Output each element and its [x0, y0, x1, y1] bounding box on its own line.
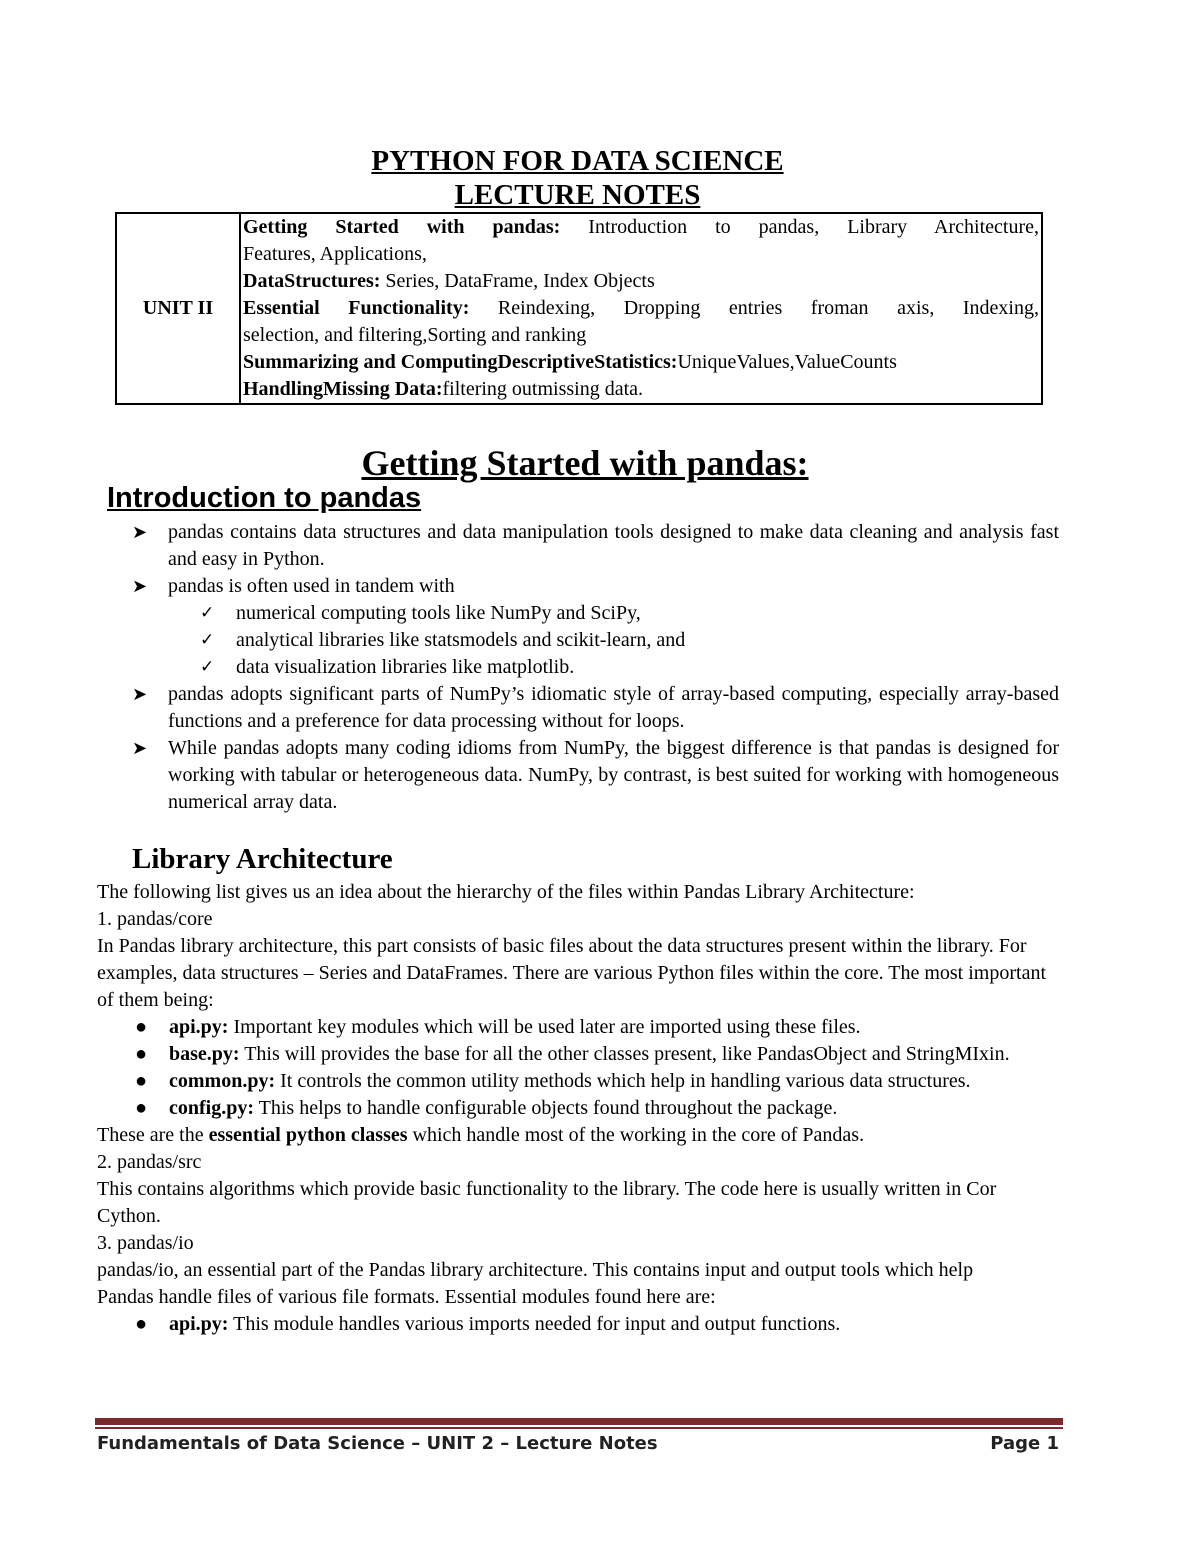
list-item: ➤ pandas contains data structures and data manipulation tools designed to make data cleaning and analysis fast and easy in Python. [132, 521, 1059, 570]
checkmark-icon: ✓ [200, 657, 215, 677]
unit-topic-row: selection, and filtering,Sorting and ranking [243, 324, 587, 346]
list-item: ● api.py: Important key modules which will be used later are imported using these files. [97, 1014, 1057, 1041]
page-footer [97, 1433, 1059, 1454]
unit-label: UNIT II [116, 213, 240, 404]
unit-topic-row: Getting Started with pandas: Introduction to pandas, Library Architecture, [243, 216, 1039, 238]
unit-topic-row: HandlingMissing Data:filtering outmissing data. [243, 378, 644, 400]
checkmark-icon: ✓ [200, 603, 215, 623]
library-intro: The following list gives us an idea about the hierarchy of the files within Pandas Library Architecture: [97, 881, 915, 903]
document-title-line2: LECTURE NOTES [454, 179, 701, 211]
unit-topics [240, 213, 1042, 404]
unit-topic-row: DataStructures: Series, DataFrame, Index Objects [243, 270, 655, 292]
bullet-icon: ● [135, 1070, 148, 1092]
arrow-bullet-icon: ➤ [132, 522, 148, 542]
core-summary: These are the essential python classes which handle most of the working in the core of Pandas. [97, 1124, 865, 1146]
section-heading: Getting Started with pandas: [361, 443, 809, 483]
list-item: ✓ data visualization libraries like matplotlib. [200, 654, 1059, 681]
list-item: ➤ pandas is often used in tandem with [132, 573, 1059, 600]
checkmark-icon: ✓ [200, 630, 215, 650]
unit-topic-row: Summarizing and ComputingDescriptiveStatistics:UniqueValues,ValueCounts [243, 351, 897, 373]
list-item: ✓ numerical computing tools like NumPy and SciPy, [200, 600, 1059, 627]
footer-rule [95, 1418, 1063, 1425]
list-item: ➤ pandas adopts significant parts of NumPy’s idiomatic style of array-based computing, especially array-based functions and a preference for data processing without for loops. [132, 683, 1059, 732]
list-item: ➤ While pandas adopts many coding idioms from NumPy, the biggest difference is that pandas is designed for working with tabular or heterogeneous data. NumPy, by contrast, is best suited for working with homogeneous numerical array data. [132, 737, 1059, 813]
arrow-bullet-icon: ➤ [132, 576, 148, 596]
bullet-icon: ● [135, 1097, 148, 1119]
unit-table [115, 212, 1043, 405]
list-item: ● common.py: It controls the common utility methods which help in handling various data structures. [97, 1068, 1049, 1095]
unit-topic-row: Features, Applications, [243, 243, 427, 265]
bullet-icon: ● [135, 1313, 148, 1335]
list-item: ● api.py: This module handles various imports needed for input and output functions. [97, 1311, 1057, 1338]
arrow-bullet-icon: ➤ [132, 684, 148, 704]
subsection-heading-intro: Introduction to pandas [107, 482, 422, 514]
bullet-icon: ● [135, 1043, 148, 1065]
io-text: pandas/io, an essential part of the Pandas library architecture. This contains input and output tools which help Pandas handle files of various file formats. Essential modules found here are: [97, 1259, 974, 1308]
core-title: 1. pandas/core [97, 908, 213, 930]
list-item: ● base.py: This will provides the base for all the other classes present, like PandasObject and StringMIxin. [97, 1041, 1049, 1068]
unit-topic-row: Essential Functionality: Reindexing, Dropping entries froman axis, Indexing, [243, 297, 1039, 319]
footer-rule-thin [95, 1427, 1063, 1429]
list-item: ● config.py: This helps to handle configurable objects found throughout the package. [97, 1095, 1057, 1122]
page-number: Page 1 [990, 1433, 1059, 1454]
check-list [132, 600, 1059, 681]
subsection-heading-library: Library Architecture [132, 843, 393, 875]
intro-bullet-list [132, 519, 1059, 816]
io-title: 3. pandas/io [97, 1232, 194, 1254]
core-text: In Pandas library architecture, this part consists of basic files about the data structures present within the library. For examples, data structures – Series and DataFrames. There are various Python files within the core. The most important of them being: [97, 935, 1047, 1011]
document-title-line1: PYTHON FOR DATA SCIENCE [371, 145, 784, 177]
src-text: This contains algorithms which provide basic functionality to the library. The code here is usually written in Cor Cython. [97, 1178, 997, 1227]
src-title: 2. pandas/src [97, 1151, 202, 1173]
list-item: ✓ analytical libraries like statsmodels and scikit-learn, and [200, 627, 1059, 654]
footer-course-label: Fundamentals of Data Science – UNIT 2 – Lecture Notes [97, 1433, 658, 1454]
arrow-bullet-icon: ➤ [132, 738, 148, 758]
bullet-icon: ● [135, 1016, 148, 1038]
library-body [97, 879, 1057, 1338]
